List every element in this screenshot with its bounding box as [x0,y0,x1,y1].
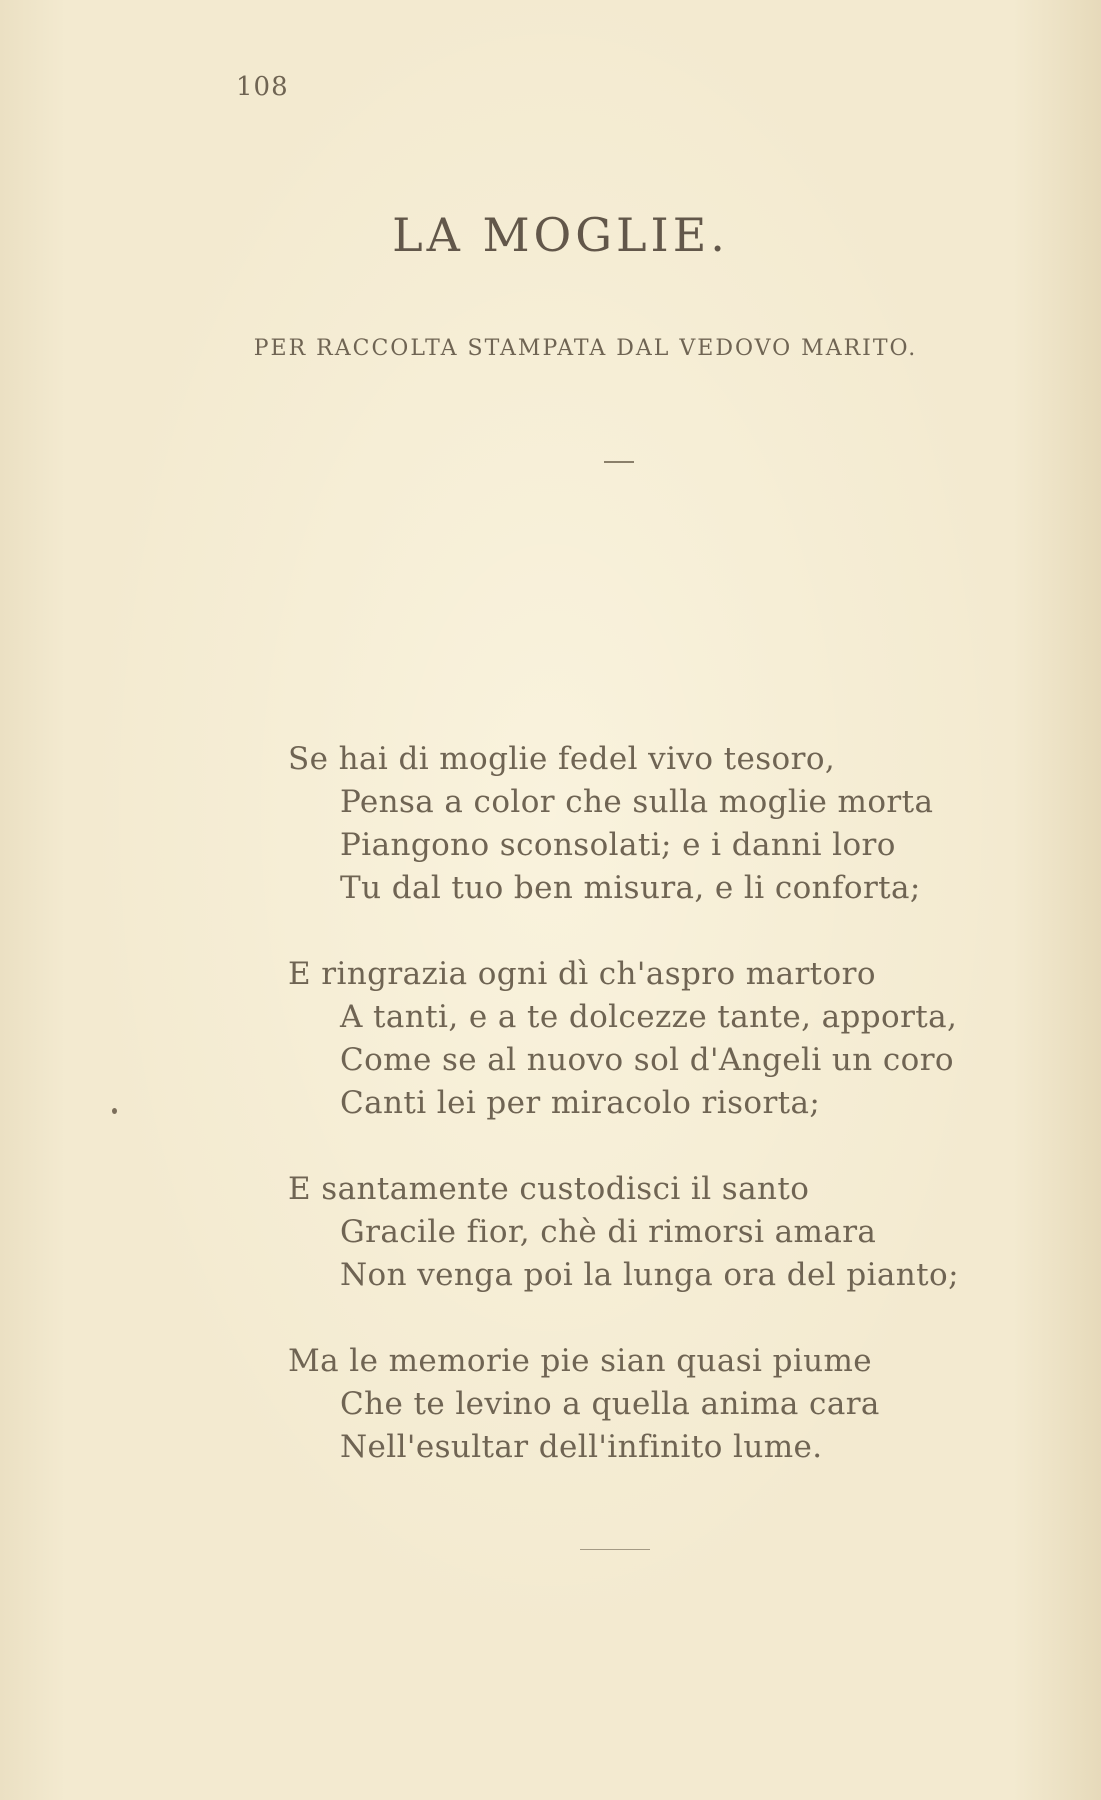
title-separator-rule [604,461,634,463]
poem-line: Non venga poi la lunga ora del pianto; [340,1257,959,1293]
stanza-4 [288,1340,1008,1469]
ink-speck [112,1108,117,1114]
poem-subtitle: PER RACCOLTA STAMPATA DAL VEDOVO MARITO. [253,336,918,361]
stanza-1 [288,738,1008,910]
poem-line: Come se al nuovo sol d'Angeli un coro [340,1042,954,1078]
page-number: 108 [236,72,289,102]
poem-body [288,738,1008,1512]
poem-line: Gracile fior, chè di rimorsi amara [340,1214,877,1250]
poem-line: Pensa a color che sulla moglie morta [340,784,934,820]
poem-title: LA MOGLIE. [392,208,729,262]
stanza-3 [288,1168,1008,1297]
poem-line: Se hai di moglie fedel vivo tesoro, [288,741,836,777]
poem-line: Tu dal tuo ben misura, e li conforta; [340,870,921,906]
poem-line: Piangono sconsolati; e i danni loro [340,827,896,863]
poem-line: Ma le memorie pie sian quasi piume [288,1343,873,1379]
poem-line: Nell'esultar dell'infinito lume. [340,1429,823,1465]
poem-line: A tanti, e a te dolcezze tante, apporta, [340,999,958,1035]
poem-line: E santamente custodisci il santo [288,1171,810,1207]
end-separator-rule [580,1549,650,1550]
poem-line: E ringrazia ogni dì ch'aspro martoro [288,956,876,992]
stanza-2 [288,953,1008,1125]
poem-line: Canti lei per miracolo risorta; [340,1085,821,1121]
poem-line: Che te levino a quella anima cara [340,1386,880,1422]
